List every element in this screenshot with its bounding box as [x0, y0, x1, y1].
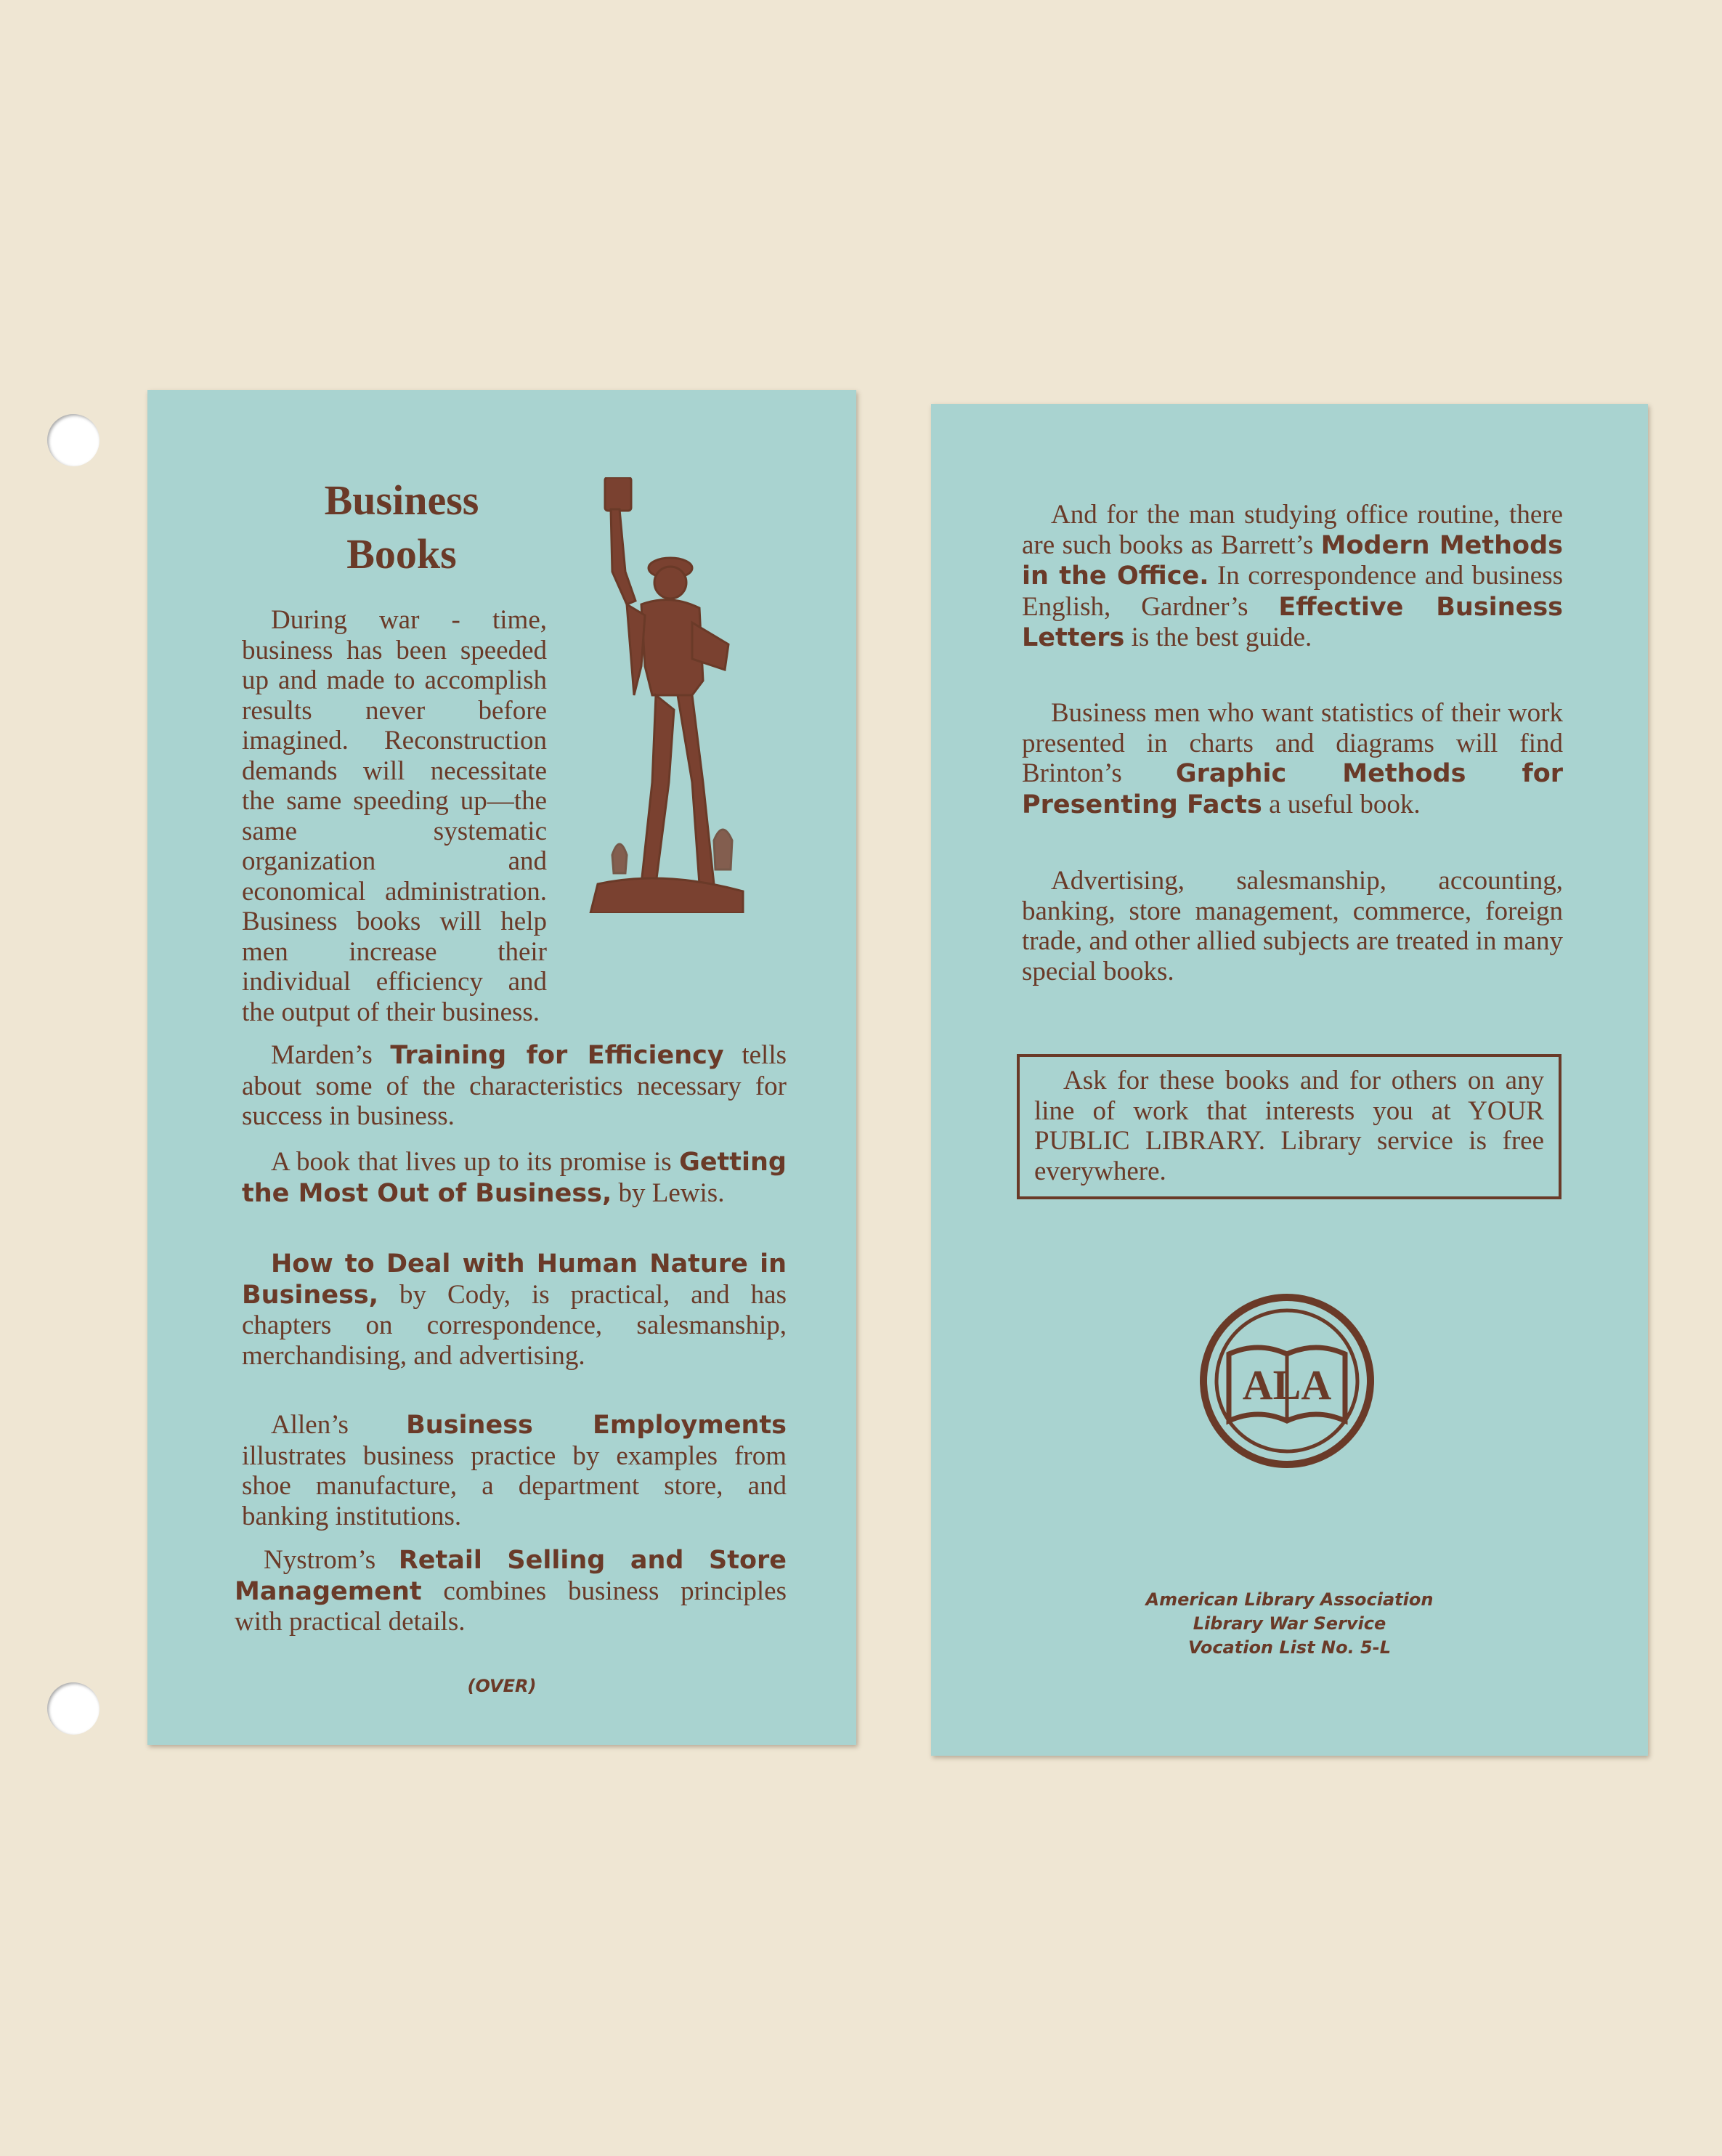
paragraph-lewis: [242, 1147, 787, 1209]
statistics-post: a useful book.: [1262, 789, 1421, 819]
soldier-illustration-icon: [583, 477, 750, 913]
marden-title: Training for Efficiency: [390, 1041, 724, 1070]
lewis-pre: A book that lives up to its promise is: [271, 1147, 680, 1177]
office-title-1: Modern Methods in the Office.: [1022, 530, 1563, 591]
nystrom-title: Retail Selling and Store Management: [235, 1546, 787, 1606]
office-title-2: Effective Business Letters: [1022, 592, 1563, 652]
left-pamphlet-page: [147, 390, 856, 1745]
paragraph-special-books: [1022, 866, 1563, 986]
lewis-title: Getting the Most Out of Business,: [242, 1148, 787, 1208]
footer-line-1: American Library Association: [1145, 1589, 1434, 1610]
punch-hole-top: [47, 414, 99, 466]
over-label: (OVER): [467, 1676, 537, 1696]
title-line-1: Business: [324, 477, 479, 524]
paragraph-cody: [242, 1249, 787, 1371]
page-title: [256, 474, 547, 581]
marden-post: tells about some of the characteristics necessary for success in business.: [242, 1040, 787, 1131]
allen-title: Business Employments: [406, 1411, 787, 1440]
right-pamphlet-page: [931, 404, 1648, 1756]
seal-text: ALA: [1242, 1361, 1332, 1409]
paragraph-marden: [242, 1040, 787, 1132]
footer-line-2: Library War Service: [1193, 1613, 1386, 1634]
allen-post: illustrates business practice by examples from shoe manufacture, a department store, and banking institutions.: [242, 1440, 787, 1531]
statistics-pre: Business men who want statistics of their work presented in charts and diagrams will find Brinton’s: [1022, 698, 1563, 788]
paragraph-office-routine: [1022, 500, 1563, 654]
marden-pre: Marden’s: [271, 1040, 391, 1070]
intro-text: During war - time, business has been speeded up and made to accomplish results never before imagined. Reconstruction demands will necessitate the same speeding up—the same systematic organization and economical administration. Business books will help men increase their individual efficiency and the output of their business.: [242, 605, 547, 1027]
footer-line-3: Vocation List No. 5-L: [1188, 1637, 1391, 1658]
library-notice-box: [1017, 1054, 1561, 1199]
library-notice-text: Ask for these books and for others on any line of work that interests you at YOUR PUBLIC LIBRARY. Library service is free everywhere.: [1034, 1066, 1544, 1186]
cody-post: by Cody, is practical, and has chapters on correspondence, salesmanship, merchandising, and advertising.: [242, 1279, 787, 1371]
office-mid: In correspondence and business English, Gardner’s: [1022, 561, 1563, 622]
intro-paragraph: [242, 605, 547, 1027]
lewis-post: by Lewis.: [612, 1178, 725, 1208]
footer-imprint: [931, 1588, 1648, 1660]
cody-title: How to Deal with Human Nature in Business,: [242, 1249, 787, 1310]
punch-hole-bottom: [47, 1682, 99, 1735]
paragraph-statistics: [1022, 698, 1563, 820]
paragraph-allen: [242, 1410, 787, 1531]
special-books-text: Advertising, salesmanship, accounting, banking, store management, commerce, foreign trade, and other allied subjects are treated in many special books.: [1022, 866, 1563, 986]
nystrom-post: combines business principles with practical details.: [235, 1576, 787, 1637]
allen-pre: Allen’s: [271, 1410, 407, 1440]
ala-seal-icon: [1196, 1290, 1378, 1472]
office-post: is the best guide.: [1124, 623, 1312, 652]
paragraph-nystrom: [235, 1545, 787, 1637]
statistics-title: Graphic Methods for Presenting Facts: [1022, 759, 1563, 819]
nystrom-pre: Nystrom’s: [264, 1545, 399, 1575]
office-pre: And for the man studying office routine, there are such books as Barrett’s: [1022, 500, 1563, 560]
title-line-2: Books: [346, 530, 457, 578]
